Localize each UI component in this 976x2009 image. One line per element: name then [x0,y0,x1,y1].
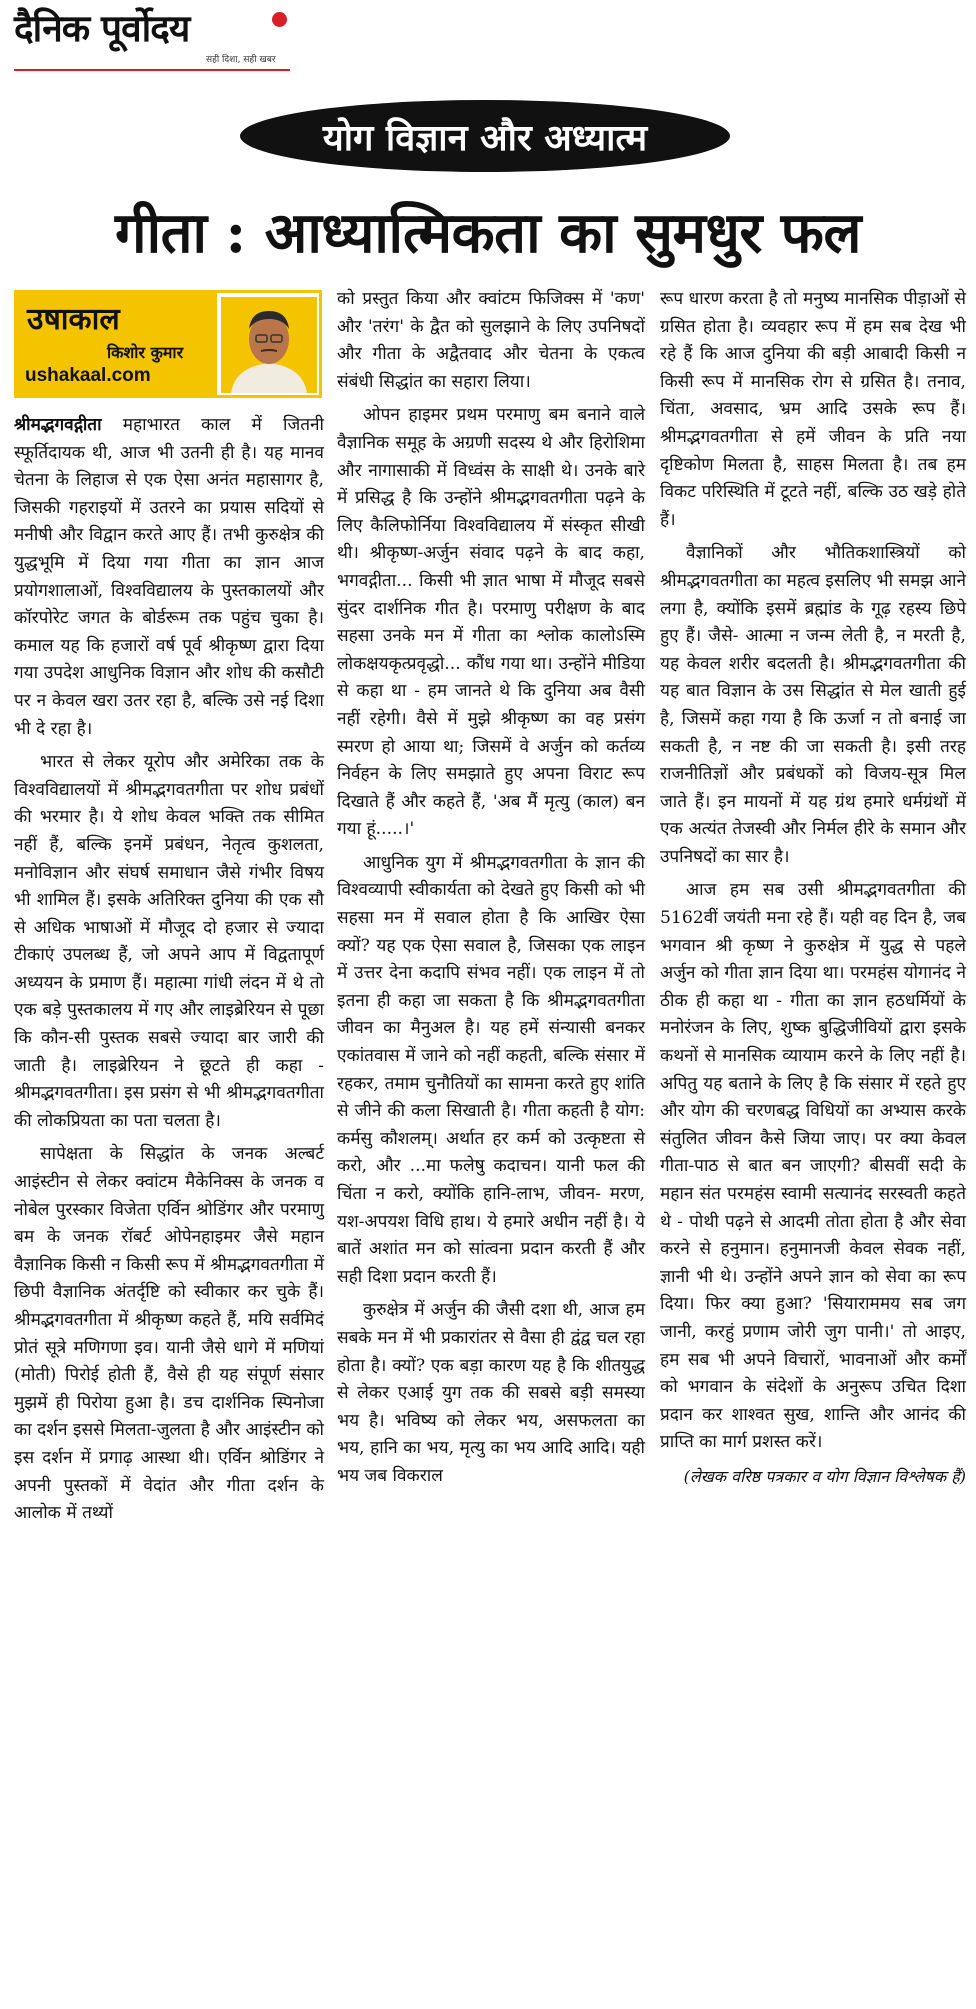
article-paragraph: आज हम सब उसी श्रीमद्भगवतगीता की 5162वीं जयंती मना रहे हैं। यही वह दिन है, जब भगवान श्री कृष्ण ने कुरुक्षेत्र में युद्ध से पहले अर्जुन को गीता ज्ञान दिया था। परमहंस योगानंद ने ठीक ही कहा था - गीता का ज्ञान हठधर्मियों के मनोरंजन के लिए, शुष्क बुद्धिजीवियों द्वारा इसके कथनों से मानसिक व्यायाम करने के लिए नहीं है। अपितु यह बताने के लिए है कि संसार में रहते हुए और योग की चरणबद्ध विधियों का अभ्यास करके संतुलित जीवन कैसे जिया जाए। पर क्या केवल गीता-पाठ से बात बन जाएगी? बीसवीं सदी के महान संत परमहंस स्वामी सत्यानंद सरस्वती कहते थे - पोथी पढ़ने से आदमी तोता होता है और सेवा करने से हनुमान। हनुमानजी केवल सेवक नहीं, ज्ञानी भी थे। उन्होंने अपने ज्ञान को सेवा का रूप दिया। फिर क्या हुआ? 'सियाराममय सब जग जानी, करहुं प्रणाम जोरी जुग पानी।' तो आइए, हम सब भी अपने विचारों, भावनाओं और कर्मों को भगवान के संदेशों के अनुरूप उचित दिशा प्रदान कर शाश्वत सुख, शान्ति और आनंद की प्राप्ति का मार्ग प्रशस्त करें। [660,880,966,1453]
author-photo [221,297,317,393]
article-column-3 [660,286,966,1497]
article-paragraph: श्रीमद्भगवद्गीता महाभारत काल में जितनी स्फूर्तिदायक थी, आज भी उतनी ही है। यह मानव चेतना के लिहाज से एक ऐसा अनंत महासागर है, जिसकी गहराइयों में उतरने का प्रयास सदियों से मनीषी और विद्वान करते आए हैं। तभी कुरुक्षेत्र की युद्धभूमि में दिया गया गीता का ज्ञान आज प्रयोगशालाओं, विश्वविद्यालय के पुस्तकालयों और कॉरपोरेट जगत के बोर्डरूम तक पहुंच चुका है। कमाल यह कि हजारों वर्ष पूर्व श्रीकृष्ण द्वारा दिया गया उपदेश आधुनिक विज्ञान और शोध की कसौटी पर न केवल खरा उतर रहा है, बल्कि उसे नई दिशा भी दे रहा है। [14,415,324,739]
author-name: किशोर कुमार [107,343,184,362]
section-banner: योग विज्ञान और अध्यात्म [240,100,730,172]
article-column-1 [14,412,324,1534]
article-paragraph: आधुनिक युग में श्रीमद्भगवतगीता के ज्ञान की विश्वव्यापी स्वीकार्यता को देखते हुए किसी को भी सहसा मन में सवाल होता है कि आखिर ऐसा क्यों? यह एक ऐसा सवाल है, जिसका एक लाइन में उत्तर देना कदापि संभव नहीं। एक लाइन में तो इतना ही कहा जा सकता है कि श्रीमद्भगवतगीता जीवन का मैनुअल है। यह हमें संन्यासी बनकर एकांतवास में जाने को नहीं कहती, बल्कि संसार में रहकर, तमाम चुनौतियों का सामना करते हुए शांति से जीने की कला सिखाती है। गीता कहती है योग: कर्मसु कौशलम्। अर्थात हर कर्म को उत्कृष्टता से करो, और ...मा फलेषु कदाचन। यानी फल की चिंता न करो, क्योंकि हानि-लाभ, जीवन- मरण, यश-अपयश विधि हाथ। ये हमारे अधीन नहीं है। ये बातें अशांत मन को सांत्वना प्रदान करती हैं और सही दिशा प्रदान करती हैं। [337,852,645,1287]
article-paragraph: सापेक्षता के सिद्धांत के जनक अल्बर्ट आइंस्टीन से लेकर क्वांटम मैकेनिक्स के जनक व नोबेल पुरस्कार विजेता एर्विन श्रोडिंगर और परमाणु बम के जनक रॉबर्ट ओपेनहाइमर जैसे महान वैज्ञानिक किसी न किसी रूप में श्रीमद्भगवतगीता में छिपी वैज्ञानिक अंतर्दृष्टि को स्वीकार कर चुके हैं। श्रीमद्भगवतगीता में श्रीकृष्ण कहते हैं, मयि सर्वमिदं प्रोतं सूत्रे मणिगणा इव। यानी जैसे धागे में मणियां (मोती) पिरोई होती हैं, वैसे ही यह संपूर्ण संसार मुझमें ही पिरोया हुआ है। डच दार्शनिक स्पिनोजा का दर्शन इससे मिलता-जुलता है और आइंस्टीन को इस दर्शन में प्रगाढ़ आस्था थी। एर्विन श्रोडिंगर ने अपनी पुस्तकों में वेदांत और गीता दर्शन के आलोक में तथ्यों [14,1144,324,1524]
masthead-tagline: सही दिशा, सही खबर [206,55,276,65]
article-paragraph: कुरुक्षेत्र में अर्जुन की जैसी दशा थी, आज हम सबके मन में भी प्रकारांतर से वैसा ही द्वंद्व चल रहा होता है। क्यों? एक बड़ा कारण यह है कि शीतयुद्ध से लेकर एआई युग तक की सबसे बड़ी समस्या भय है। भविष्य को लेकर भय, असफलता का भय, हानि का भय, मृत्यु का भय आदि आदि। यही भय जब विकराल [337,1300,645,1486]
article-paragraph: भारत से लेकर यूरोप और अमेरिका तक के विश्वविद्यालयों में श्रीमद्भगवतगीता पर शोध प्रबंधों की भरमार है। ये शोध केवल भक्ति तक सीमित नहीं हैं, बल्कि इनमें प्रबंधन, नेतृत्व कुशलता, मनोविज्ञान और संघर्ष समाधान जैसे गंभीर विषय भी शामिल हैं। इसके अतिरिक्त दुनिया की एक सौ से अधिक भाषाओं में मौजूद दो हजार से ज्यादा टीकाएं उपलब्ध हैं, जो अपने आप में विद्वतापूर्ण अध्ययन के प्रमाण हैं। महात्मा गांधी लंदन में थे तो एक बड़े पुस्तकालय में गए और लाइब्रेरियन से पूछा कि कौन-सी पुस्तक सबसे ज्यादा बार जारी की जाती है। लाइब्रेरियन ने छूटते ही कहा - श्रीमद्भगवतगीता। इस प्रसंग से भी श्रीमद्भगवतगीता की लोकप्रियता का पता चलता है। [14,752,324,1131]
article-paragraph: ओपन हाइमर प्रथम परमाणु बम बनाने वाले वैज्ञानिक समूह के अग्रणी सदस्य थे और हिरोशिमा और नागासाकी में विध्वंस के साक्षी थे। उनके बारे में प्रसिद्ध है कि उन्होंने श्रीमद्भगवतगीता पढ़ने के लिए कैलिफोर्निया विश्वविद्यालय में संस्कृत सीखी थी। श्रीकृष्ण-अर्जुन संवाद पढ़ने के बाद कहा, भगवद्गीता... किसी भी ज्ञात भाषा में मौजूद सबसे सुंदर दार्शनिक गीत है। परमाणु परीक्षण के बाद सहसा उनके मन में गीता का श्लोक कालोऽस्मि लोकक्षयकृत्प्रवृद्धो... कौंध गया था। उन्होंने मीडिया से कहा था - हम जानते थे कि दुनिया अब वैसी नहीं रहेगी। वैसे में मुझे श्रीकृष्ण का वह प्रसंग स्मरण हो आया था; जिसमें वे अर्जुन को कर्तव्य निर्वहन के लिए समझाते हुए अपना विराट रूप दिखाते हैं और कहते हैं, 'अब मैं मृत्यु (काल) बन गया हूं.....।' [337,405,645,840]
article-paragraph: को प्रस्तुत किया और क्वांटम फिजिक्स में 'कण' और 'तरंग' के द्वैत को सुलझाने के लिए उपनिषदों और गीता के अद्वैतवाद और चेतना के एकत्व संबंधी सिद्धांत का सहारा लिया। [337,289,645,392]
column-box [14,290,322,398]
author-note: (लेखक वरिष्ठ पत्रकार व योग विज्ञान विश्लेषक हैं) [683,1466,966,1486]
masthead-rule [14,69,290,71]
article-paragraph: वैज्ञानिकों और भौतिकशास्त्रियों को श्रीमद्भगवतगीता का महत्व इसलिए भी समझ आने लगा है, क्योंकि इसमें ब्रह्मांड के गूढ़ रहस्य छिपे हुए हैं। जैसे- आत्मा न जन्म लेती है, न मरती है, यह केवल शरीर बदलती है। श्रीमद्भगवतगीता की यह बात विज्ञान के उस सिद्धांत से मेल खाती हुई है, जिसमें कहा गया है कि ऊर्जा न तो बनाई जा सकती है, न नष्ट की जा सकती है। इसी तरह राजनीतिज्ञों और प्रबंधकों को विजय-सूत्र मिल जाते हैं। इन मायनों में यह ग्रंथ हमारे धर्मग्रंथों में एक अत्यंत तेजस्वी और निर्मल हीरे के समान और उपनिषदों का सार है। [660,543,967,867]
column-url: ushakaal.com [25,365,151,386]
article-lead-word: श्रीमद्भगवद्गीता [14,415,102,435]
article-column-2 [337,286,645,1497]
article-paragraph: रूप धारण करता है तो मनुष्य मानसिक पीड़ाओं से ग्रसित होता है। व्यवहार रूप में हम सब देख भी रहे हैं कि आज दुनिया की बड़ी आबादी किसी न किसी रूप में मानसिक रोग से ग्रसित है। तनाव, चिंता, अवसाद, भ्रम आदि उसके रूप हैं। श्रीमद्भगवतगीता से हमें जीवन के प्रति नया दृष्टिकोण मिलता है, साहस मिलता है। तब हम विकट परिस्थिति में टूटते नहीं, बल्कि उठ खड़े होते हैं। [660,289,966,530]
masthead-title: दैनिक पूर्वोदय [14,6,190,50]
masthead-logo-dot [272,12,287,27]
column-name: उषाकाल [27,302,120,337]
article-headline: गीता : आध्यात्मिकता का सुमधुर फल [115,200,861,266]
masthead [14,6,284,70]
